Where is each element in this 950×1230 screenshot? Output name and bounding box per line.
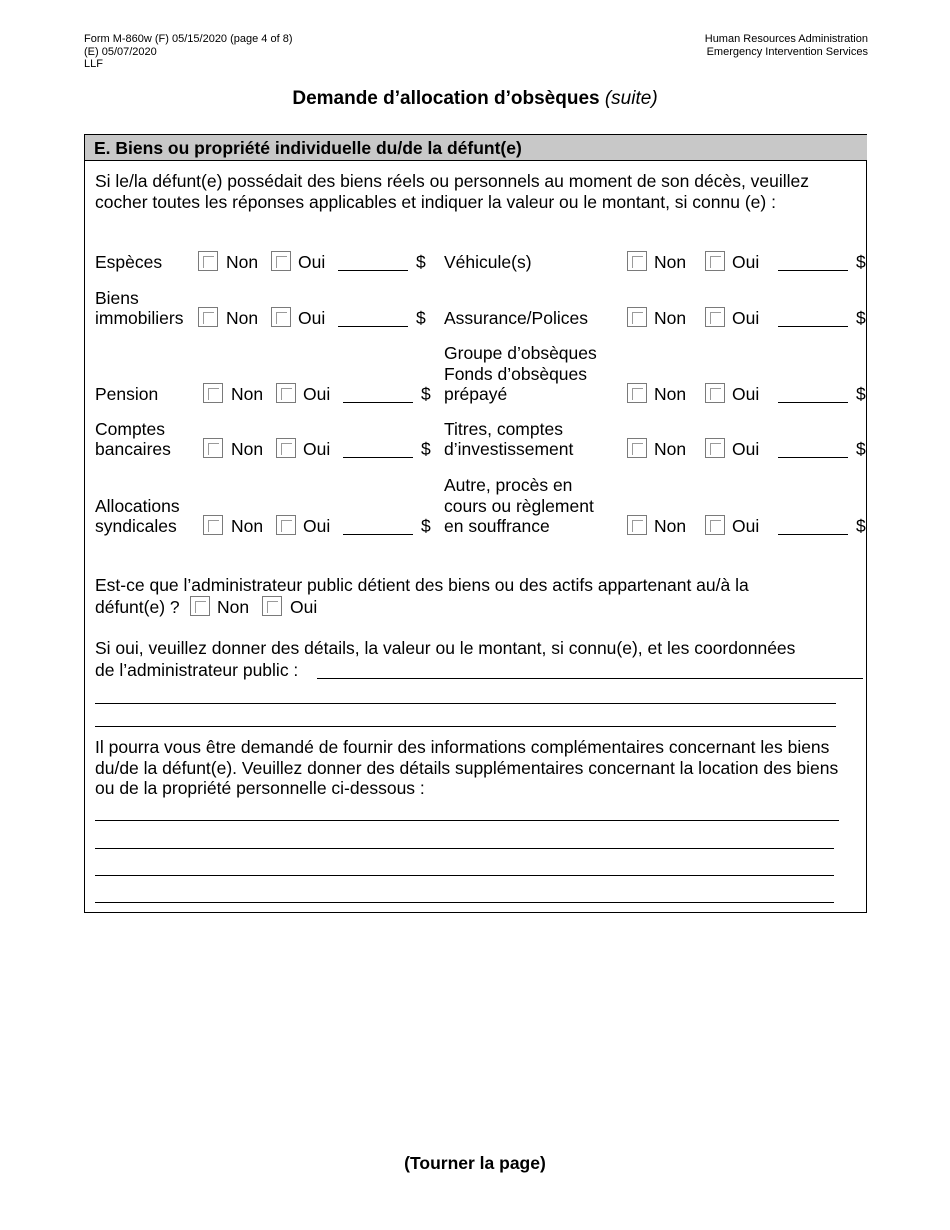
details-input-line-2[interactable]	[95, 703, 836, 704]
asset-10-label-line: Autre, procès en	[444, 475, 573, 495]
asset-9-currency: $	[421, 516, 431, 536]
form-code: LLF	[84, 58, 103, 70]
asset-1-currency: $	[416, 252, 426, 272]
asset-8-currency: $	[856, 439, 866, 459]
asset-4-no-label: Non	[654, 308, 687, 328]
asset-5-yes-label: Oui	[303, 384, 331, 404]
asset-1-no-label: Non	[226, 252, 259, 272]
asset-8-yes-checkbox[interactable]	[705, 438, 725, 458]
public-admin-no-checkbox[interactable]	[190, 596, 210, 616]
asset-6-yes-label: Oui	[732, 384, 760, 404]
asset-7-label-line: bancaires	[95, 439, 171, 459]
asset-9-no-checkbox[interactable]	[203, 515, 223, 535]
details-question: Si oui, veuillez donner des détails, la valeur ou le montant, si connu(e), et les coordonnées	[95, 638, 796, 658]
division-name: Emergency Intervention Services	[706, 45, 868, 58]
turn-page-note: (Tourner la page)	[404, 1153, 546, 1173]
english-version-date: (E) 05/07/2020	[84, 45, 157, 58]
asset-8-yes-label: Oui	[732, 439, 760, 459]
asset-7-yes-label: Oui	[303, 439, 331, 459]
page-title-main: Demande d’allocation d’obsèques	[292, 88, 600, 109]
public-admin-no-label: Non	[217, 597, 250, 617]
asset-7-yes-checkbox[interactable]	[276, 438, 296, 458]
asset-5-currency: $	[421, 384, 431, 404]
asset-10-label-line: cours ou règlement	[444, 495, 594, 516]
asset-6-label-line: prépayé	[444, 384, 508, 404]
form-header-right	[705, 33, 868, 58]
asset-9-label-line: Allocations	[95, 495, 180, 516]
asset-3-yes-checkbox[interactable]	[271, 307, 291, 327]
asset-5-no-checkbox[interactable]	[203, 383, 223, 403]
asset-10-no-label: Non	[654, 516, 687, 536]
asset-3-amount-field[interactable]	[338, 326, 408, 327]
public-admin-question: Est-ce que l’administrateur public détient des biens ou des actifs appartenant au/à la	[95, 575, 749, 595]
details-question-end: de l’administrateur public :	[95, 660, 299, 680]
asset-7-no-label: Non	[231, 439, 264, 459]
asset-10-no-checkbox[interactable]	[627, 515, 647, 535]
asset-4-label-line: Assurance/Polices	[444, 308, 588, 328]
asset-5-label-line: Pension	[95, 384, 159, 404]
asset-8-no-label: Non	[654, 439, 687, 459]
asset-2-no-checkbox[interactable]	[627, 251, 647, 271]
location-input-line-4[interactable]	[95, 902, 834, 903]
asset-6-label-line: Groupe d’obsèques	[444, 343, 597, 363]
asset-9-amount-field[interactable]	[343, 534, 413, 535]
details-input-line-3[interactable]	[95, 726, 836, 727]
asset-5-amount-field[interactable]	[343, 402, 413, 403]
asset-9-label-line: syndicales	[95, 516, 177, 536]
asset-7-currency: $	[421, 439, 431, 459]
asset-10-yes-checkbox[interactable]	[705, 515, 725, 535]
asset-6-no-checkbox[interactable]	[627, 383, 647, 403]
asset-5-no-label: Non	[231, 384, 264, 404]
asset-9-yes-label: Oui	[303, 516, 331, 536]
asset-3-no-label: Non	[226, 308, 259, 328]
asset-6-label-line: Fonds d’obsèques	[444, 363, 588, 384]
asset-3-no-checkbox[interactable]	[198, 307, 218, 327]
public-admin-yes-label: Oui	[290, 597, 318, 617]
asset-3-label-line: immobiliers	[95, 308, 184, 328]
public-admin-yes-checkbox[interactable]	[262, 596, 282, 616]
section-heading: E. Biens ou propriété individuelle du/de la défunt(e)	[85, 135, 867, 161]
asset-7-amount-field[interactable]	[343, 457, 413, 458]
asset-2-yes-checkbox[interactable]	[705, 251, 725, 271]
asset-8-amount-field[interactable]	[778, 457, 848, 458]
asset-6-amount-field[interactable]	[778, 402, 848, 403]
form-id: Form M-860w (F) 05/15/2020 (page 4 of 8)	[84, 33, 293, 45]
asset-4-amount-field[interactable]	[778, 326, 848, 327]
location-input-line-3[interactable]	[95, 875, 834, 876]
location-input-line-2[interactable]	[95, 848, 834, 849]
asset-8-label-line: d’investissement	[444, 439, 574, 459]
agency-name: Human Resources Administration	[704, 33, 868, 45]
asset-1-yes-label: Oui	[298, 252, 326, 272]
asset-8-no-checkbox[interactable]	[627, 438, 647, 458]
asset-4-currency: $	[856, 308, 866, 328]
asset-4-yes-label: Oui	[732, 308, 760, 328]
asset-10-label-line: en souffrance	[444, 516, 550, 536]
asset-3-label-line: Biens	[95, 287, 139, 308]
asset-4-yes-checkbox[interactable]	[705, 307, 725, 327]
form-header-left	[84, 33, 292, 71]
asset-4-no-checkbox[interactable]	[627, 307, 647, 327]
asset-6-currency: $	[856, 384, 866, 404]
asset-1-amount-field[interactable]	[338, 270, 408, 271]
asset-3-yes-label: Oui	[298, 308, 326, 328]
details-input-line-1[interactable]	[317, 678, 863, 679]
asset-2-yes-label: Oui	[732, 252, 760, 272]
asset-10-yes-label: Oui	[732, 516, 760, 536]
asset-1-yes-checkbox[interactable]	[271, 251, 291, 271]
asset-2-no-label: Non	[654, 252, 687, 272]
asset-1-label-line: Espèces	[95, 252, 163, 272]
page-title-suffix: (suite)	[604, 88, 658, 109]
section-intro: Si le/la défunt(e) possédait des biens réels ou personnels au moment de son décès, veuillez cocher toutes les réponses applicables et indiquer la valeur ou le montant, si connu (e) :	[95, 171, 810, 212]
asset-2-currency: $	[856, 252, 866, 272]
asset-10-currency: $	[856, 516, 866, 536]
asset-7-label-line: Comptes	[95, 418, 166, 439]
additional-info-text: Il pourra vous être demandé de fournir des informations complémentaires concernant les biens du/de la défunt(e). Veuillez donner des détails supplémentaires concernant la location des biens ou de la propriété personnelle ci-dessous :	[95, 737, 839, 798]
asset-7-no-checkbox[interactable]	[203, 438, 223, 458]
asset-9-no-label: Non	[231, 516, 264, 536]
public-admin-question-end: défunt(e) ?	[95, 597, 180, 617]
asset-1-no-checkbox[interactable]	[198, 251, 218, 271]
asset-3-currency: $	[416, 308, 426, 328]
asset-5-yes-checkbox[interactable]	[276, 383, 296, 403]
location-input-line-1[interactable]	[95, 820, 839, 821]
asset-8-label-line: Titres, comptes	[444, 418, 563, 439]
asset-9-yes-checkbox[interactable]	[276, 515, 296, 535]
asset-10-amount-field[interactable]	[778, 534, 848, 535]
asset-6-no-label: Non	[654, 384, 687, 404]
asset-2-amount-field[interactable]	[778, 270, 848, 271]
asset-2-label-line: Véhicule(s)	[444, 252, 532, 272]
asset-6-yes-checkbox[interactable]	[705, 383, 725, 403]
page-title	[0, 88, 950, 110]
